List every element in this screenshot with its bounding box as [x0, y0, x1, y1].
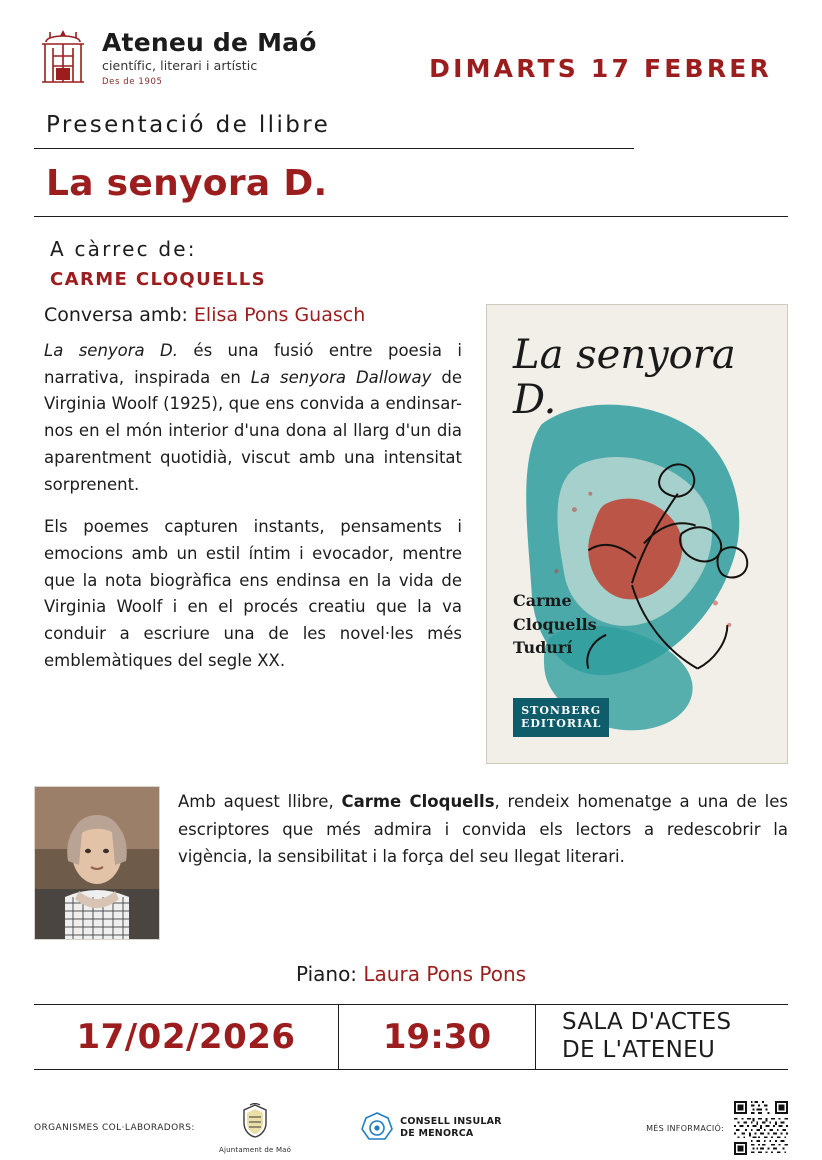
piano-name: Laura Pons Pons	[363, 962, 527, 986]
body-columns	[34, 304, 788, 764]
cover-author-line1: Carme	[513, 591, 572, 611]
brand-since: Des de 1905	[102, 77, 163, 88]
divider-top	[34, 148, 634, 149]
event-venue	[536, 1005, 788, 1069]
more-info	[646, 1101, 788, 1155]
author-text-bold: Carme Cloquells	[341, 792, 495, 811]
collaborators-bar	[34, 1096, 788, 1160]
cover-title	[513, 333, 736, 423]
author-text-after: , rendeix homenatge a una de les escriptores que més admira i convida els lectors a redescobrir la vigència, la sensibilitat i la força del seu llegat literari.	[178, 792, 788, 867]
event-info-bar	[34, 1004, 788, 1070]
cover-title-line1: La senyora	[513, 332, 736, 378]
cover-author-line3: Tudurí	[513, 637, 573, 657]
author-text-before: Amb aquest llibre,	[178, 792, 342, 811]
description-column	[34, 304, 464, 764]
conversa-name: Elisa Pons Guasch	[193, 304, 366, 326]
author-portrait	[34, 786, 160, 940]
brand-text	[102, 24, 317, 87]
brand	[34, 24, 317, 87]
piano-line	[34, 962, 788, 986]
poster-kicker: Presentació de llibre	[46, 112, 331, 138]
description-paragraph-1: La senyora D. és una fusió entre poesia i narrativa, inspirada en La senyora Dalloway de Virginia Woolf (1925), que ens convida a endinsar-nos en el món interior d'una dona al llarg d'un dia aparentment quotidià, viscut amb una intensitat sorprenent.	[44, 341, 462, 494]
poster-header	[34, 24, 788, 96]
ateneu-crest-icon	[34, 26, 92, 88]
page-title: La senyora D.	[46, 163, 328, 204]
brand-name: Ateneu de Maó	[102, 28, 317, 57]
ajuntament-crest-icon	[238, 1103, 272, 1139]
event-venue-line1: SALA D'ACTES	[562, 1009, 732, 1036]
cover-title-line2: D.	[513, 376, 557, 423]
speaker-name: CARME CLOQUELLS	[50, 269, 266, 290]
speaker-label: A càrrec de:	[50, 237, 197, 261]
qr-code-icon[interactable]	[734, 1101, 788, 1155]
consell-text	[400, 1116, 502, 1140]
event-date: 17/02/2026	[76, 1017, 296, 1057]
cover-publisher-line2: EDITORIAL	[521, 717, 602, 731]
piano-label: Piano:	[295, 962, 358, 986]
event-day: DIMARTS 17 FEBRER	[429, 54, 772, 83]
collaborators-label: ORGANISMES COL·LABORADORS:	[34, 1123, 195, 1133]
conversa-line	[34, 304, 464, 326]
consell-insular-logo	[361, 1112, 502, 1144]
consell-line1: CONSELL INSULAR	[400, 1116, 502, 1128]
cover-publisher	[513, 698, 609, 738]
more-info-label: MÉS INFORMACIÓ:	[646, 1123, 724, 1133]
author-description	[178, 786, 788, 871]
cover-publisher-line1: STONBERG	[521, 703, 602, 717]
cover-author-line2: Cloquells	[513, 614, 597, 634]
brand-subtitle: científic, literari i artístic	[102, 58, 258, 74]
event-time: 19:30	[338, 1005, 536, 1069]
consell-line2: DE MENORCA	[400, 1128, 474, 1139]
event-venue-line2: DE L'ATENEU	[562, 1037, 716, 1063]
ajuntament-caption: Ajuntament de Maó	[219, 1145, 292, 1154]
book-cover	[486, 304, 788, 764]
divider-title	[34, 216, 788, 217]
cover-column	[482, 304, 788, 764]
author-block	[34, 786, 788, 940]
cover-author	[513, 589, 597, 659]
description-paragraph-2: Els poemes capturen instants, pensaments i emocions amb un estil íntim i evocador, mentre que la nota biogràfica ens endinsa en la vida de Virginia Woolf i en el procés creatiu que la va conduir a escriure una de les novel·les més emblemàtiques del segle XX.	[44, 517, 462, 670]
consell-emblem-icon	[361, 1112, 393, 1144]
collaborator-logos	[219, 1103, 646, 1154]
conversa-label: Conversa amb:	[44, 304, 188, 326]
ajuntament-logo	[219, 1103, 291, 1154]
